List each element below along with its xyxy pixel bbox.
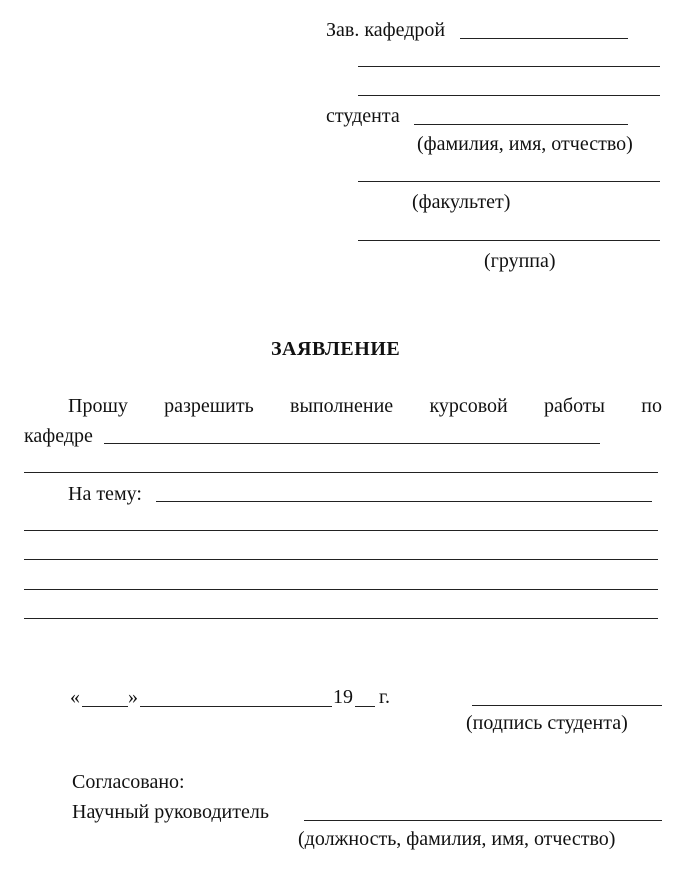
request-word: выполнение [290,395,394,417]
date-quote-close: » [128,686,138,708]
dept-line[interactable] [104,443,600,444]
group-hint: (группа) [484,250,556,272]
request-word: разрешить [164,395,254,417]
head-of-dept-line[interactable] [460,38,628,39]
topic-line-5[interactable] [24,618,658,619]
request-word: Прошу [68,395,128,417]
date-year-suffix: г. [379,686,390,708]
supervisor-line[interactable] [304,820,662,821]
faculty-hint: (факультет) [412,191,511,213]
request-sentence [68,396,662,416]
date-day-line[interactable] [82,706,128,707]
signature-hint: (подпись студента) [466,712,628,734]
date-year-prefix: 19 [333,686,353,708]
topic-line-3[interactable] [24,559,658,560]
topic-line-2[interactable] [24,530,658,531]
address-line-1[interactable] [358,66,660,67]
dept-label: кафедре [24,425,93,447]
request-word: работы [544,395,605,417]
date-quote-open: « [70,686,80,708]
dept-line-2[interactable] [24,472,658,473]
faculty-line[interactable] [358,181,660,182]
request-word: курсовой [429,395,508,417]
agreed-label: Согласовано: [72,771,185,793]
date-month-line[interactable] [140,706,332,707]
head-of-dept-label: Зав. кафедрой [326,19,446,41]
date-year-line[interactable] [355,706,375,707]
fio-hint: (фамилия, имя, отчество) [417,133,633,155]
group-line[interactable] [358,240,660,241]
topic-label: На тему: [68,483,142,505]
signature-line[interactable] [472,705,662,706]
request-word: по [641,395,662,417]
topic-line[interactable] [156,501,652,502]
topic-line-4[interactable] [24,589,658,590]
student-line[interactable] [414,124,628,125]
address-line-2[interactable] [358,95,660,96]
document-title: ЗАЯВЛЕНИЕ [271,338,401,360]
supervisor-label: Научный руководитель [72,801,269,823]
student-label: студента [326,105,400,127]
supervisor-hint: (должность, фамилия, имя, отчество) [298,828,616,850]
